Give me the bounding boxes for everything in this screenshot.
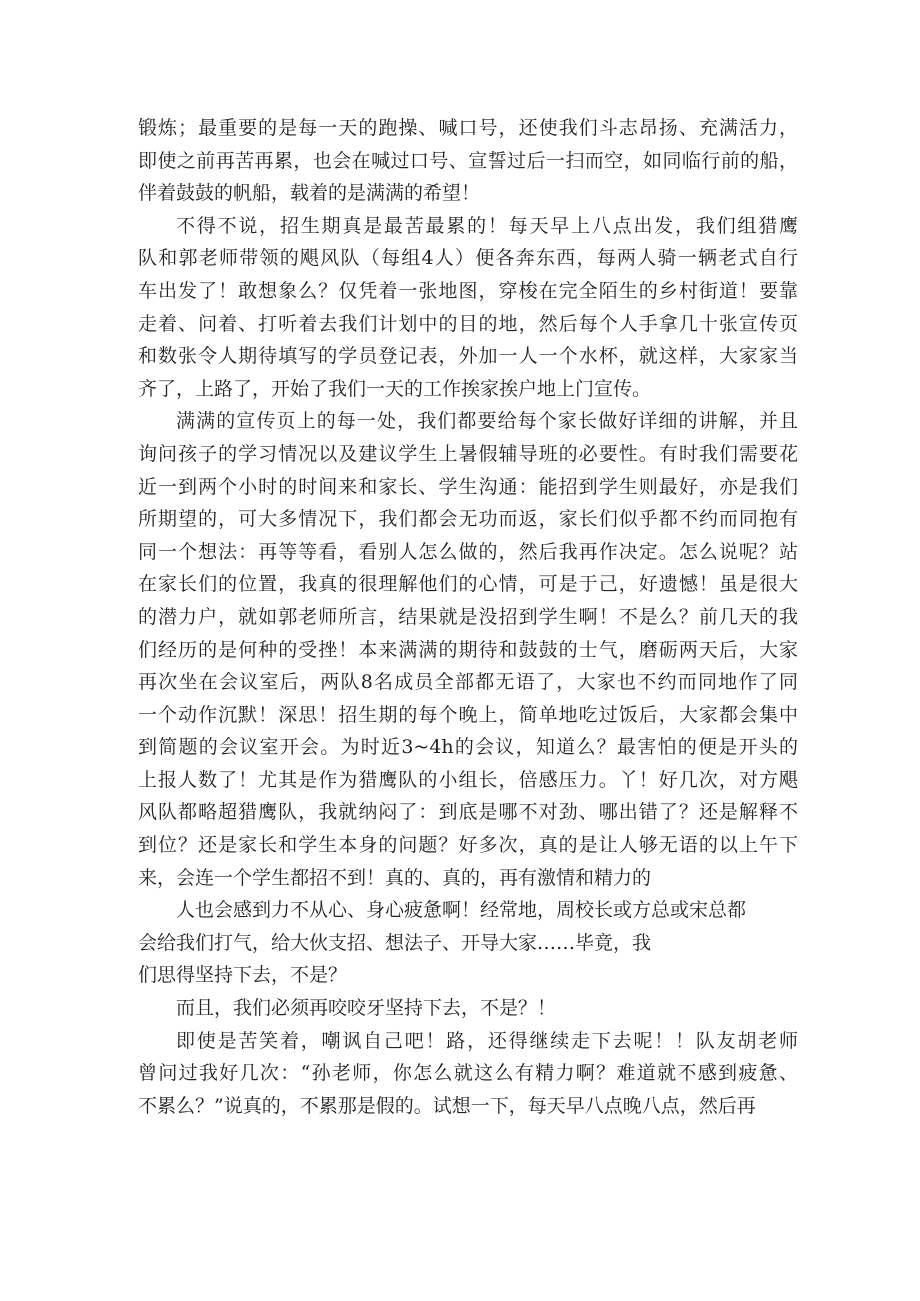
text-line: 上报人数了！尤其是作为猎鹰队的小组长，倍感压力。丫！好几次，对方飓: [138, 768, 798, 791]
text-line: 伴着鼓鼓的帆船，载着的是满满的希望！: [138, 182, 481, 205]
text-line: 来，会连一个学生都招不到！真的、真的，再有激情和精力的: [138, 866, 652, 889]
text-line: 们思得坚持下去，不是？: [138, 964, 348, 987]
text-line: 到简题的会议室开会。为时近3~4h的会议，知道么？最害怕的便是开头的: [138, 736, 798, 759]
text-line: 人也会感到力不从心、身心疲惫啊！经常地，周校长或方总或宋总都: [176, 899, 747, 922]
text-line: 不累么？”说真的，不累那是假的。试想一下，每天早八点晚八点，然后再: [138, 1094, 756, 1117]
text-line: 在家长们的位置，我真的很理解他们的心情，可是于己，好遗憾！虽是很大: [138, 573, 798, 596]
text-line: 同一个想法：再等等看，看别人怎么做的，然后我再作决定。怎么说呢？站: [138, 540, 798, 563]
text-line: 和数张令人期待填写的学员登记表，外加一人一个水杯，就这样，大家家当: [138, 345, 798, 368]
text-line: 即使是苦笑着，嘲讽自己吧！路，还得继续走下去呢！！队友胡老师: [176, 1029, 798, 1052]
text-line: 不得不说，招生期真是最苦最累的！每天早上八点出发，我们组猎鹰: [176, 214, 798, 237]
text-line: 们经历的是何种的受挫！本来满满的期待和鼓鼓的士气，磨砺两天后，大家: [138, 638, 798, 661]
text-line: 会给我们打气，给大伙支招、想法子、开导大家……毕竟，我: [138, 931, 652, 954]
text-line: 到位？还是家长和学生本身的问题？好多次，真的是让人够无语的以上午下: [138, 834, 798, 857]
text-line: 所期望的，可大多情况下，我们都会无功而返，家长们似乎都不约而同抱有: [138, 508, 798, 531]
text-line: 一个动作沉默！深思！招生期的每个晚上，简单地吃过饭后，大家都会集中: [138, 703, 798, 726]
text-line: 车出发了！敢想象么？仅凭着一张地图，穿梭在完全陌生的乡村街道！要靠: [138, 279, 798, 302]
paragraph: [138, 1025, 798, 1123]
text-line: 齐了，上路了，开始了我们一天的工作挨家挨户地上门宣传。: [138, 377, 652, 400]
text-line: 风队都略超猎鹰队，我就纳闷了：到底是哪不对劲、哪出错了？还是解释不: [138, 801, 798, 824]
paragraph: [138, 992, 798, 1025]
text-line: 队和郭老师带领的飓风队（每组4人）便各奔东西，每两人骑一辆老式自行: [138, 247, 798, 270]
text-line: 满满的宣传页上的每一处，我们都要给每个家长做好详细的讲解，并且: [176, 410, 798, 433]
document-body: [138, 112, 798, 1122]
text-line: 锻炼；最重要的是每一天的跑操、喊口号，还使我们斗志昂扬、充满活力，: [138, 117, 798, 139]
paragraph: [138, 210, 798, 406]
text-line: 询问孩子的学习情况以及建议学生上暑假辅导班的必要性。有时我们需要花: [138, 442, 798, 465]
paragraph: [138, 405, 798, 894]
text-line: 即使之前再苦再累，也会在喊过口号、宣誓过后一扫而空，如同临行前的船，: [138, 149, 798, 172]
text-line: 再次坐在会议室后，两队8名成员全部都无语了，大家也不约而同地作了同: [138, 671, 798, 694]
paragraph: [138, 894, 798, 992]
text-line: 曾问过我好几次：“孙老师，你怎么就这么有精力啊？难道就不感到疲惫、: [138, 1062, 798, 1085]
paragraph: [138, 112, 798, 210]
text-line: 的潜力户，就如郭老师所言，结果就是没招到学生啊！不是么？前几天的我: [138, 605, 798, 628]
text-line: 而且，我们必须再咬咬牙坚持下去，不是？！: [176, 997, 557, 1020]
text-line: 走着、问着、打听着去我们计划中的目的地，然后每个人手拿几十张宣传页: [138, 312, 798, 335]
text-line: 近一到两个小时的时间来和家长、学生沟通：能招到学生则最好，亦是我们: [138, 475, 798, 498]
